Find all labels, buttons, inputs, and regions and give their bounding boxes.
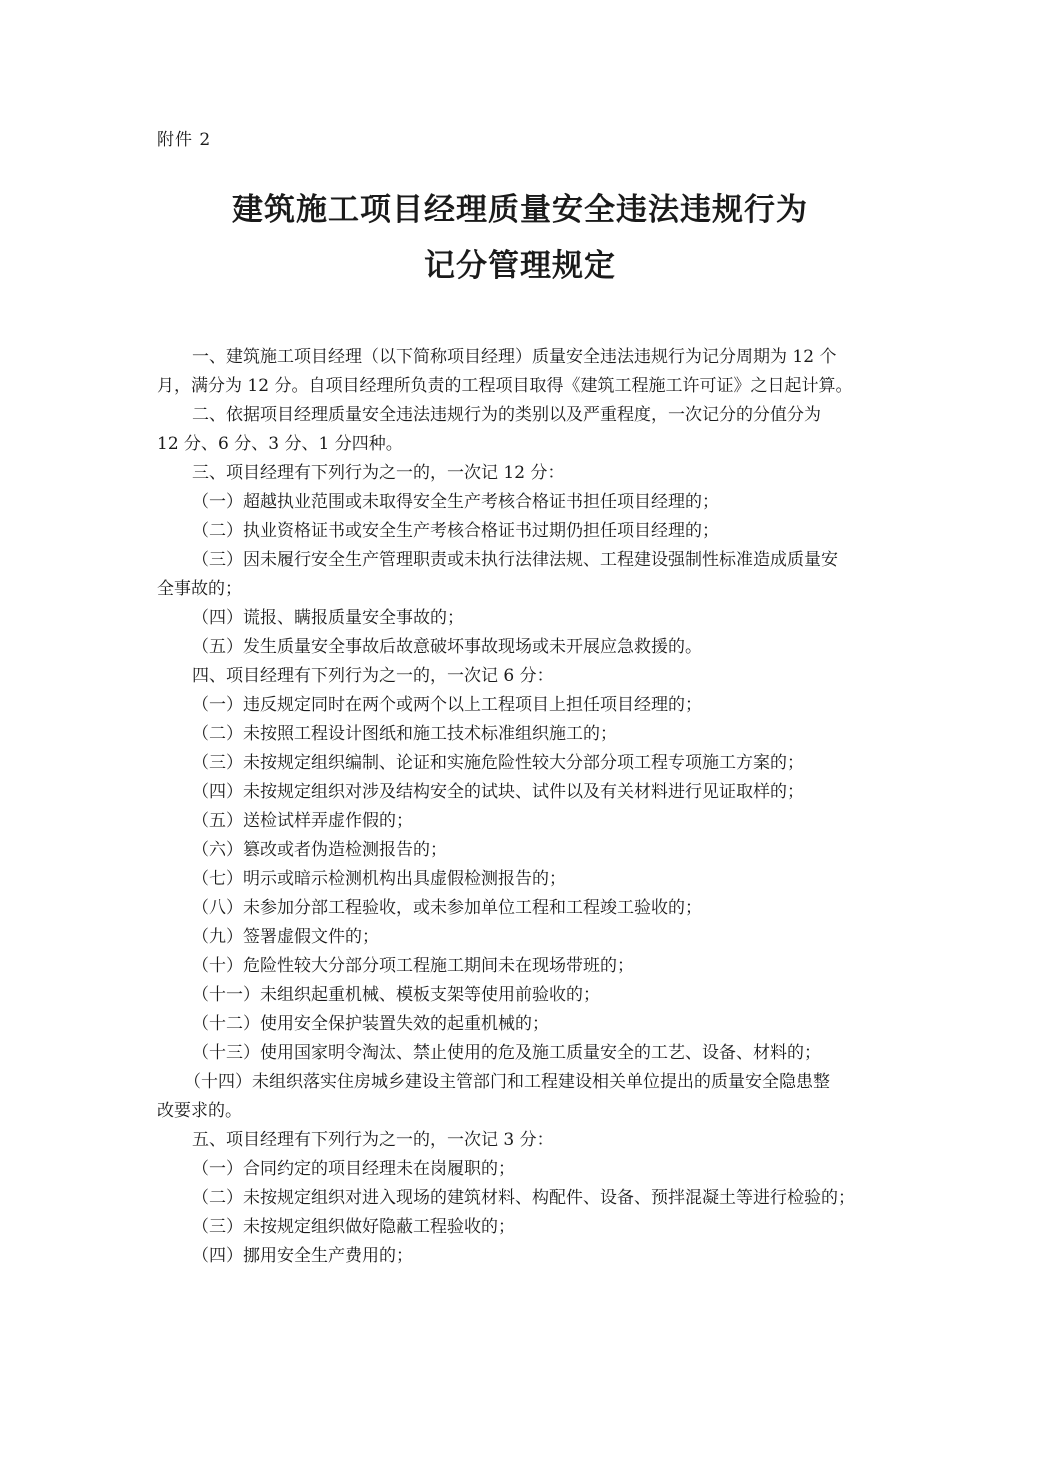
list-item: （一）违反规定同时在两个或两个以上工程项目上担任项目经理的； (192, 695, 702, 715)
list-item: （四）未按规定组织对涉及结构安全的试块、试件以及有关材料进行见证取样的； (192, 782, 804, 802)
list-item: （四）挪用安全生产费用的； (192, 1246, 413, 1266)
list-item: （十四）未组织落实住房城乡建设主管部门和工程建设相关单位提出的质量安全隐患整 (184, 1072, 830, 1092)
list-item: （六）篡改或者伪造检测报告的； (192, 840, 447, 860)
paragraph-line: 三、项目经理有下列行为之一的，一次记 12 分： (192, 463, 565, 483)
list-item: （四）谎报、瞒报质量安全事故的； (192, 608, 464, 628)
document-title-line-2: 记分管理规定 (424, 248, 616, 284)
paragraph-line: 一、建筑施工项目经理（以下简称项目经理）质量安全违法违规行为记分周期为 12 个 (192, 347, 837, 367)
list-item: （一）超越执业范围或未取得安全生产考核合格证书担任项目经理的； (192, 492, 719, 512)
list-item: （五）发生质量安全事故后故意破坏事故现场或未开展应急救援的。 (192, 637, 702, 657)
attachment-label: 附件 2 (157, 130, 212, 150)
document-body (157, 343, 885, 1271)
list-item: （三）未按规定组织编制、论证和实施危险性较大分部分项工程专项施工方案的； (192, 753, 804, 773)
paragraph-line: 月，满分为 12 分。自项目经理所负责的工程项目取得《建筑工程施工许可证》之日起计算。 (157, 376, 853, 396)
paragraph-line: 12 分、6 分、3 分、1 分四种。 (157, 434, 403, 454)
list-item: （十一）未组织起重机械、模板支架等使用前验收的； (192, 985, 600, 1005)
list-item: （三）未按规定组织做好隐蔽工程验收的； (192, 1217, 515, 1237)
list-item: （九）签署虚假文件的； (192, 927, 379, 947)
list-item: （二）未按规定组织对进入现场的建筑材料、构配件、设备、预拌混凝土等进行检验的； (192, 1188, 855, 1208)
document-title-line-1: 建筑施工项目经理质量安全违法违规行为 (232, 192, 808, 228)
list-item-continuation: 全事故的； (157, 579, 242, 599)
list-item: （五）送检试样弄虚作假的； (192, 811, 413, 831)
list-item: （十）危险性较大分部分项工程施工期间未在现场带班的； (192, 956, 634, 976)
list-item: （十二）使用安全保护装置失效的起重机械的； (192, 1014, 549, 1034)
list-item: （二）未按照工程设计图纸和施工技术标准组织施工的； (192, 724, 617, 744)
list-item: （八）未参加分部工程验收，或未参加单位工程和工程竣工验收的； (192, 898, 702, 918)
list-item-continuation: 改要求的。 (157, 1101, 242, 1121)
list-item: （七）明示或暗示检测机构出具虚假检测报告的； (192, 869, 566, 889)
list-item: （一）合同约定的项目经理未在岗履职的； (192, 1159, 515, 1179)
list-item: （二）执业资格证书或安全生产考核合格证书过期仍担任项目经理的； (192, 521, 719, 541)
paragraph-line: 四、项目经理有下列行为之一的，一次记 6 分： (192, 666, 554, 686)
paragraph-line: 二、依据项目经理质量安全违法违规行为的类别以及严重程度，一次记分的分值分为 (192, 405, 821, 425)
list-item: （十三）使用国家明令淘汰、禁止使用的危及施工质量安全的工艺、设备、材料的； (192, 1043, 821, 1063)
paragraph-line: 五、项目经理有下列行为之一的，一次记 3 分： (192, 1130, 554, 1150)
list-item: （三）因未履行安全生产管理职责或未执行法律法规、工程建设强制性标准造成质量安 (192, 550, 838, 570)
